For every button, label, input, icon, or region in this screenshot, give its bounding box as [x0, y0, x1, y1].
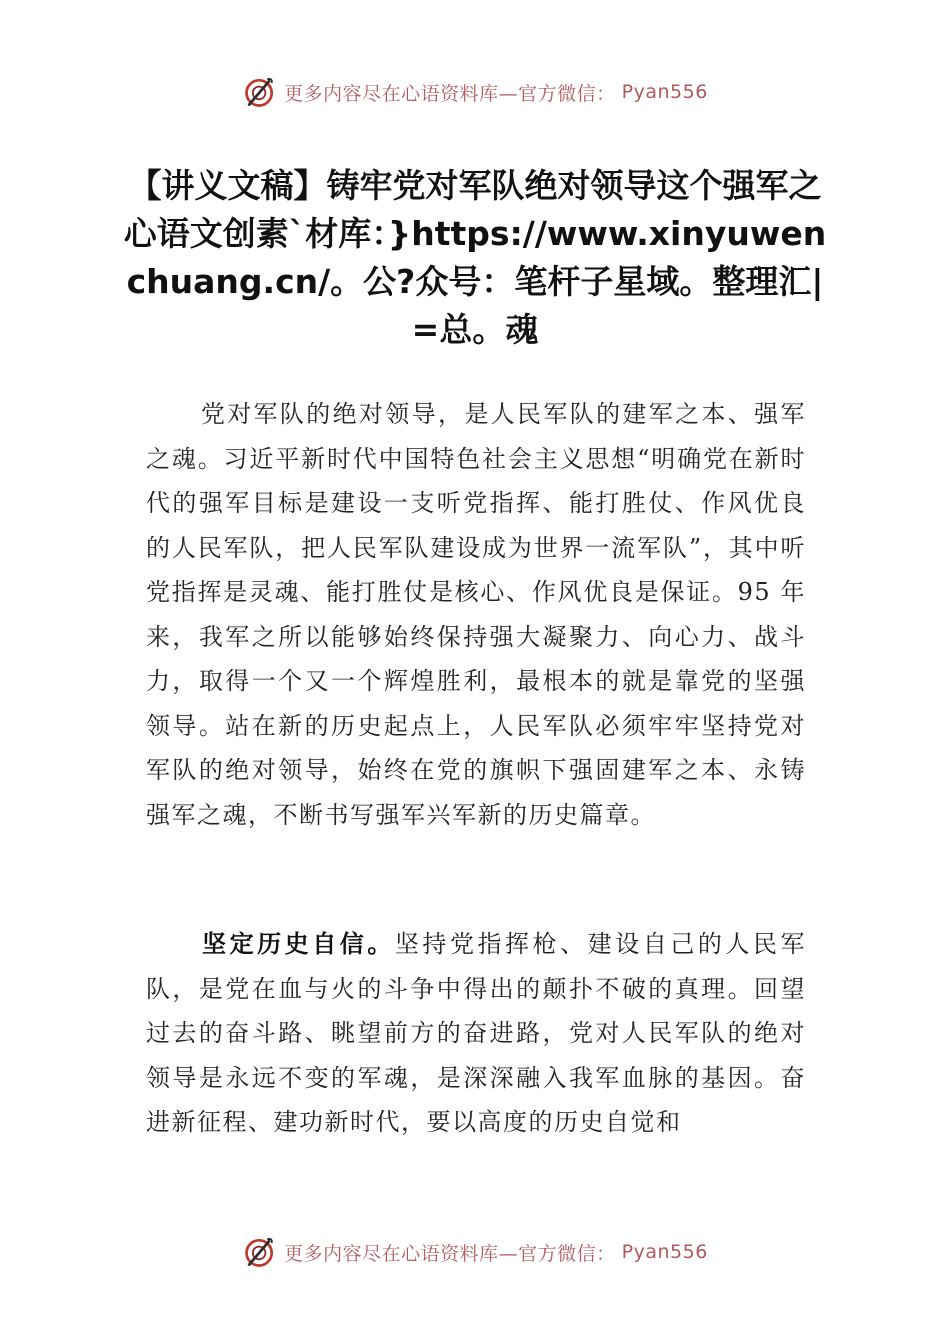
brush-logo-icon	[242, 74, 278, 110]
footer-watermark	[0, 1230, 950, 1274]
wechat-id: Pyan556	[621, 1241, 708, 1263]
document-title: 【讲义文稿】铸牢党对军队绝对领导这个强军之心语文创素`材库：}https://www.xinyuwenchuang.cn/。公?众号：笔杆子星域。整理汇|=总。魂	[123, 166, 827, 349]
header-watermark	[0, 70, 950, 114]
paragraph	[146, 392, 806, 837]
brush-logo-icon	[242, 1234, 278, 1270]
watermark-text: 更多内容尽在心语资料库—官方微信：	[284, 82, 616, 105]
paragraph	[146, 922, 806, 1145]
watermark-text: 更多内容尽在心语资料库—官方微信：	[284, 1242, 616, 1265]
paragraph-text: 坚持党指挥枪、建设自己的人民军队，是党在血与火的斗争中得出的颠扑不破的真理。回望过去的奋斗路、眺望前方的奋进路，党对人民军队的绝对领导是永远不变的军魂，是深深融入我军血脉的基因。奋进新征程、建功新时代，要以高度的历史自觉和	[146, 930, 807, 1136]
paragraph-lead: 坚定历史自信。	[200, 930, 395, 958]
paragraph-text: 党对军队的绝对领导，是人民军队的建军之本、强军之魂。习近平新时代中国特色社会主义思想“明确党在新时代的强军目标是建设一支听党指挥、能打胜仗、作风优良的人民军队，把人民军队建设成为世界一流军队”，其中听党指挥是灵魂、能打胜仗是核心、作风优良是保证。95 年来，我军之所以能够始终保持强大凝聚力、向心力、战斗力，取得一个又一个辉煌胜利，最根本的就是靠党的坚强领导。站在新的历史起点上，人民军队必须牢牢坚持党对军队的绝对领导，始终在党的旗帜下强固建军之本、永铸强军之魂，不断书写强军兴军新的历史篇章。	[146, 400, 806, 829]
wechat-id: Pyan556	[621, 81, 708, 103]
